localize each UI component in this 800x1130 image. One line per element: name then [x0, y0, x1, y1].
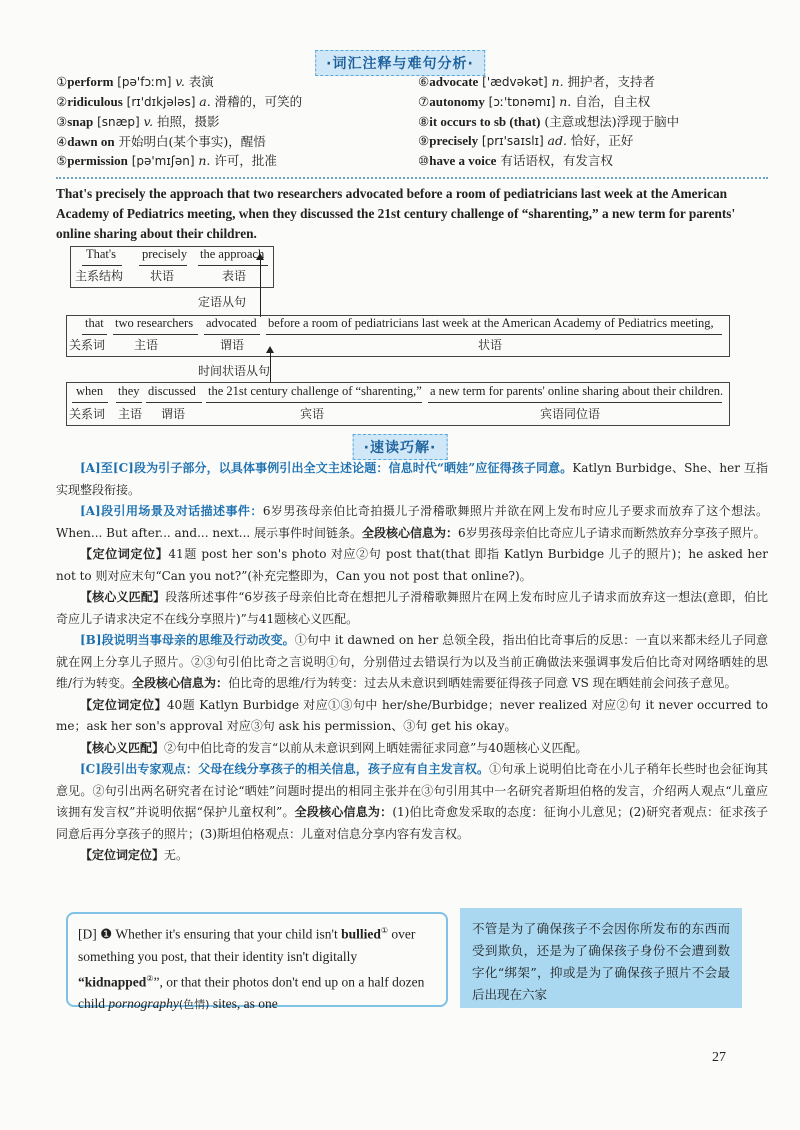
vocab-meaning: 自治，自主权	[575, 94, 651, 109]
diagram-label: 主语	[118, 407, 143, 421]
diagram-label: 谓语	[161, 407, 186, 421]
diagram-token: the 21st century challenge of “sharenting,”	[208, 384, 422, 398]
diagram-label: 关系词	[69, 407, 106, 421]
translation-box: 不管是为了确保孩子不会因你所发布的东西而受到欺负，还是为了确保孩子身份不会遭到数字化“绑架”，抑或是为了确保孩子照片不会最后出现在六家	[460, 908, 742, 1008]
analysis-body	[56, 458, 768, 867]
difficult-sentence: That's precisely the approach that two researchers advocated before a room of pediatricians last week at the American Academy of Pediatrics meeting, when they discussed the 21st century challenge of “sharenting,” a new term for parents' online sharing about their children.	[56, 186, 736, 241]
diagram-token: That's	[86, 247, 117, 261]
vocab-item: ⑨precisely [prɪ'saɪslɪ] ad. 恰好，正好	[418, 133, 634, 148]
vocab-meaning: 恰好，正好	[570, 133, 634, 148]
vocab-item: ⑩have a voice 有话语权，有发言权	[418, 153, 613, 168]
dotted-divider	[56, 177, 768, 179]
vocab-item: ⑥advocate ['ædvəkət] n. 拥护者，支持者	[418, 74, 656, 89]
page-number: 27	[712, 1050, 726, 1065]
section-title-speed-reading: ·速读巧解·	[353, 434, 448, 460]
vocab-list-left	[56, 72, 302, 171]
diagram-token: a new term for parents' online sharing about their children.	[430, 384, 724, 398]
sentence-number-icon: ❶	[100, 926, 113, 942]
vocab-meaning: (主意或想法)浮现于脑中	[544, 114, 680, 129]
connector-attributive-clause: 定语从句	[198, 295, 247, 309]
vocab-word: ridiculous	[67, 94, 123, 109]
vocab-word: precisely	[429, 133, 479, 148]
vocab-meaning: 滑稽的，可笑的	[214, 94, 303, 109]
analysis-paragraph: [A]至[C]段为引子部分，以具体事例引出全文主述论题：信息时代“晒娃”应征得孩子同意。Katlyn Burbidge、She、her 互指实现整段衔接。	[56, 461, 768, 497]
vocab-item: ⑤permission [pə'mɪʃən] n. 许可，批准	[56, 153, 277, 168]
vocab-item: ⑦autonomy [ɔː'tɒnəmɪ] n. 自治，自主权	[418, 94, 651, 109]
diagram-token: they	[118, 384, 140, 398]
diagram-label: 表语	[222, 269, 247, 283]
diagram-label: 主语	[134, 338, 159, 352]
analysis-paragraph: 【定位词定位】无。	[80, 848, 189, 862]
vocab-item: ③snap [snæp] v. 拍照，摄影	[56, 114, 220, 129]
diagram-token: the approach	[200, 247, 265, 261]
diagram-label: 宾语同位语	[540, 407, 601, 421]
vocab-meaning: 拍照，摄影	[157, 114, 220, 129]
vocab-item: ④dawn on 开始明白(某个事实)，醒悟	[56, 134, 266, 149]
vocab-word: autonomy	[429, 94, 485, 109]
diagram-label: 状语	[150, 269, 175, 283]
analysis-paragraph: 【定位词定位】41题 post her son's photo 对应②句 post that(that 即指 Katlyn Burbidge 儿子的照片)；he asked her not to 则对应末句“Can you not?”(补充完整即为，Can you not post that online?)。	[56, 547, 768, 583]
diagram-token: precisely	[142, 247, 188, 261]
analysis-paragraph: [B]段说明当事母亲的思维及行动改变。①句中 it dawned on her 总领全段，指出伯比奇事后的反思：一直以来都未经儿子同意就在网上分享儿子照片。②③句引伯比奇之言说明①句，分别借过去错误行为以及当前正确做法来强调事发后伯比奇对网络晒娃的思维/行为转变。全段核心信息为：伯比奇的思维/行为转变：过去从未意识到晒娃需要征得孩子同意 VS 现在晒娃前会问孩子意见。	[56, 633, 769, 690]
diagram-label: 状语	[478, 338, 503, 352]
connector-time-clause: 时间状语从句	[198, 364, 271, 378]
vocab-word: dawn on	[67, 134, 115, 149]
analysis-paragraph: 【核心义匹配】段落所述事件“6岁孩子母亲伯比奇在想把儿子滑稽歌舞照片在网上发布时应儿子请求而放弃这一想法(意即，伯比奇应儿子请求决定不在线分享照片)”与41题核心义匹配。	[56, 590, 768, 626]
vocab-word: advocate	[429, 74, 479, 89]
diagram-token: when	[76, 384, 104, 398]
diagram-token: advocated	[206, 316, 257, 330]
vocab-word: snap	[67, 114, 94, 129]
diagram-label: 宾语	[300, 407, 325, 421]
section-title-vocab: ·词汇注释与难句分析·	[315, 50, 485, 76]
diagram-token: two researchers	[115, 316, 194, 330]
vocab-item: ⑧it occurs to sb (that) (主意或想法)浮现于脑中	[418, 114, 680, 129]
passage-box-english: [D] ❶ Whether it's ensuring that your child isn't bullied① over something you post, that their identity isn't digitally “kidnapped②”, or that their photos don't end up on a half dozen child pornography(色情) sites, as one	[66, 912, 448, 1007]
diagram-label: 谓语	[220, 338, 245, 352]
vocab-word: perform	[67, 74, 114, 89]
diagram-token: discussed	[148, 384, 196, 398]
vocab-meaning: 开始明白(某个事实)，醒悟	[118, 134, 266, 149]
diagram-label: 主系结构	[75, 269, 124, 283]
vocab-word: permission	[67, 153, 128, 168]
analysis-paragraph: 【定位词定位】40题 Katlyn Burbidge 对应①③句中 her/she/Burbidge；never realized 对应②句 it never occurred to me；ask her son's approval 对应③句 ask his permission、③句 get his okay。	[56, 697, 768, 733]
vocab-list-right	[418, 72, 679, 170]
vocab-item: ①perform [pə'fɔːm] v. 表演	[56, 74, 214, 89]
vocab-meaning: 许可，批准	[214, 153, 277, 168]
vocab-word: it occurs to sb (that)	[429, 114, 541, 129]
vocab-meaning: 有话语权，有发言权	[500, 153, 613, 168]
vocab-meaning: 表演	[188, 74, 214, 89]
diagram-token: before a room of pediatricians last week at the American Academy of Pediatrics meeting,	[268, 316, 714, 330]
diagram-label: 关系词	[69, 338, 106, 352]
vocab-item: ②ridiculous [rɪ'dɪkjələs] a. 滑稽的，可笑的	[56, 94, 303, 109]
vocab-meaning: 拥护者，支持者	[567, 74, 656, 89]
diagram-token: that	[85, 316, 104, 330]
vocab-word: have a voice	[429, 153, 497, 168]
analysis-paragraph: [C]段引出专家观点：父母在线分享孩子的相关信息，孩子应有自主发言权。①句承上说明伯比奇在小儿子稍年长些时也会征询其意见。②句引出两名研究者在讨论“晒娃”问题时提出的相同主张并在③句引用其中一名研究者斯坦伯格的发言，介绍两人观点“儿童应该拥有发言权”并说明依据“保护儿童权利”。全段核心信息为：(1)伯比奇愈发采取的态度：征询小儿意见；(2)研究者观点：征求孩子同意后再分享孩子的照片；(3)斯坦伯格观点：儿童对信息分享内容有发言权。	[56, 762, 768, 841]
paragraph-mark: [D]	[78, 926, 97, 942]
analysis-paragraph: [A]段引用场景及对话描述事件：6岁男孩母亲伯比奇拍摄儿子滑稽歌舞照片并欲在网上发布时应儿子要求而放弃了这个想法。When... But after... and... next... 展示事件时间链条。全段核心信息为：6岁男孩母亲伯比奇应儿子请求而断然放弃分享孩子照片。	[56, 504, 768, 540]
analysis-paragraph: 【核心义匹配】②句中伯比奇的发言“以前从未意识到网上晒娃需征求同意”与40题核心义匹配。	[80, 740, 588, 755]
